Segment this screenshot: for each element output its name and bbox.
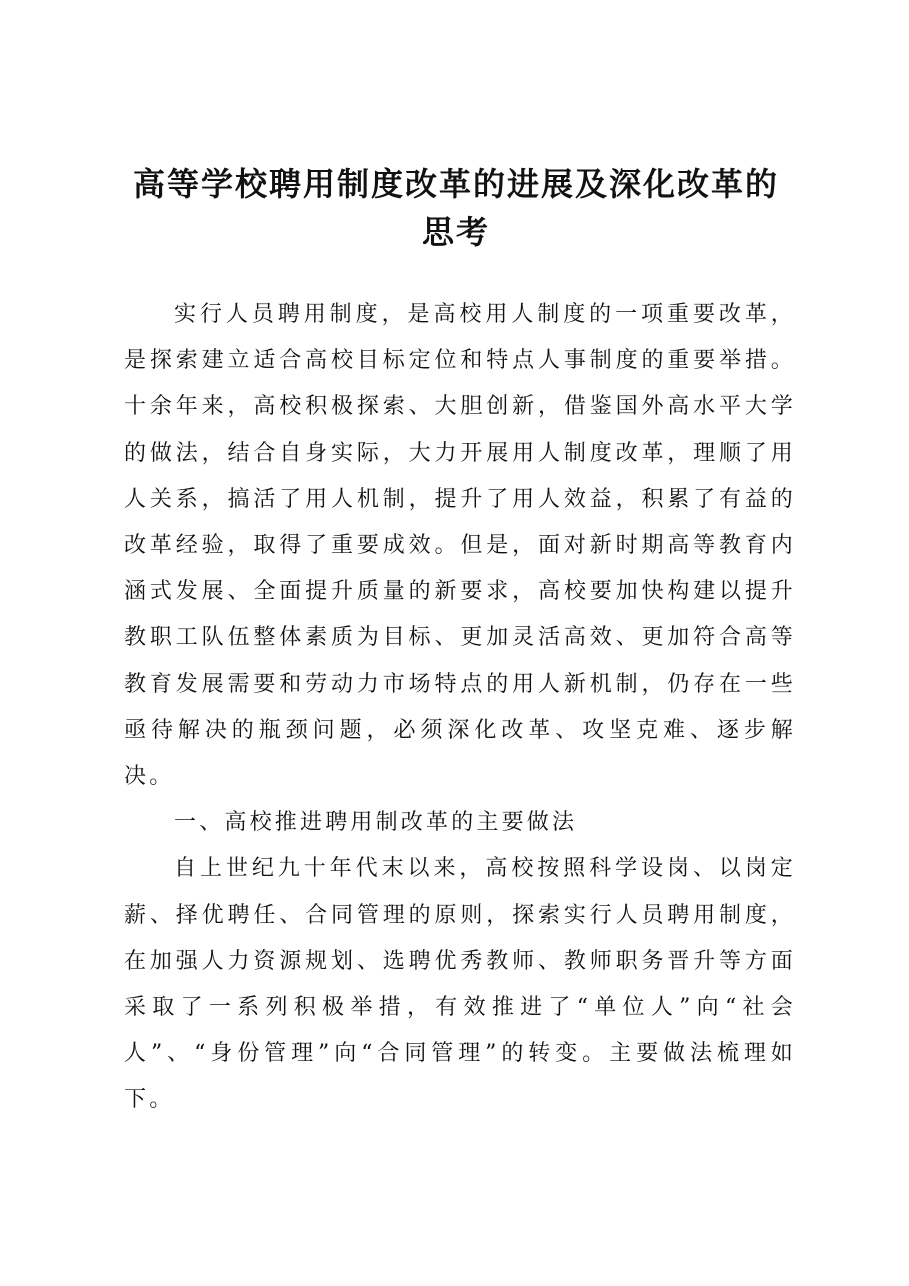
section-paragraph: 自上世纪九十年代末以来，高校按照科学设岗、以岗定薪、择优聘任、合同管理的原则，探索实行人员聘用制度，在加强人力资源规划、选聘优秀教师、教师职务晋升等方面采取了一系列积极举措，有效推进了“单位人”向“社会人”、“身份管理”向“合同管理”的转变。主要做法梳理如下。 (124, 856, 796, 1113)
section-heading: 一、高校推进聘用制改革的主要做法 (174, 810, 578, 836)
intro-paragraph: 实行人员聘用制度，是高校用人制度的一项重要改革，是探索建立适合高校目标定位和特点人事制度的重要举措。十余年来，高校积极探索、大胆创新，借鉴国外高水平大学的做法，结合自身实际，大力开展用人制度改革，理顺了用人关系，搞活了用人机制，提升了用人效益，积累了有益的改革经验，取得了重要成效。但是，面对新时期高等教育内涵式发展、全面提升质量的新要求，高校要加快构建以提升教职工队伍整体素质为目标、更加灵活高效、更加符合高等教育发展需要和劳动力市场特点的用人新机制，仍存在一些亟待解决的瓶颈问题，必须深化改革、攻坚克难、逐步解决。 (124, 302, 796, 790)
document-title: 高等学校聘用制度改革的进展及深化改革的思考 (132, 165, 779, 251)
document-body (124, 292, 796, 1124)
